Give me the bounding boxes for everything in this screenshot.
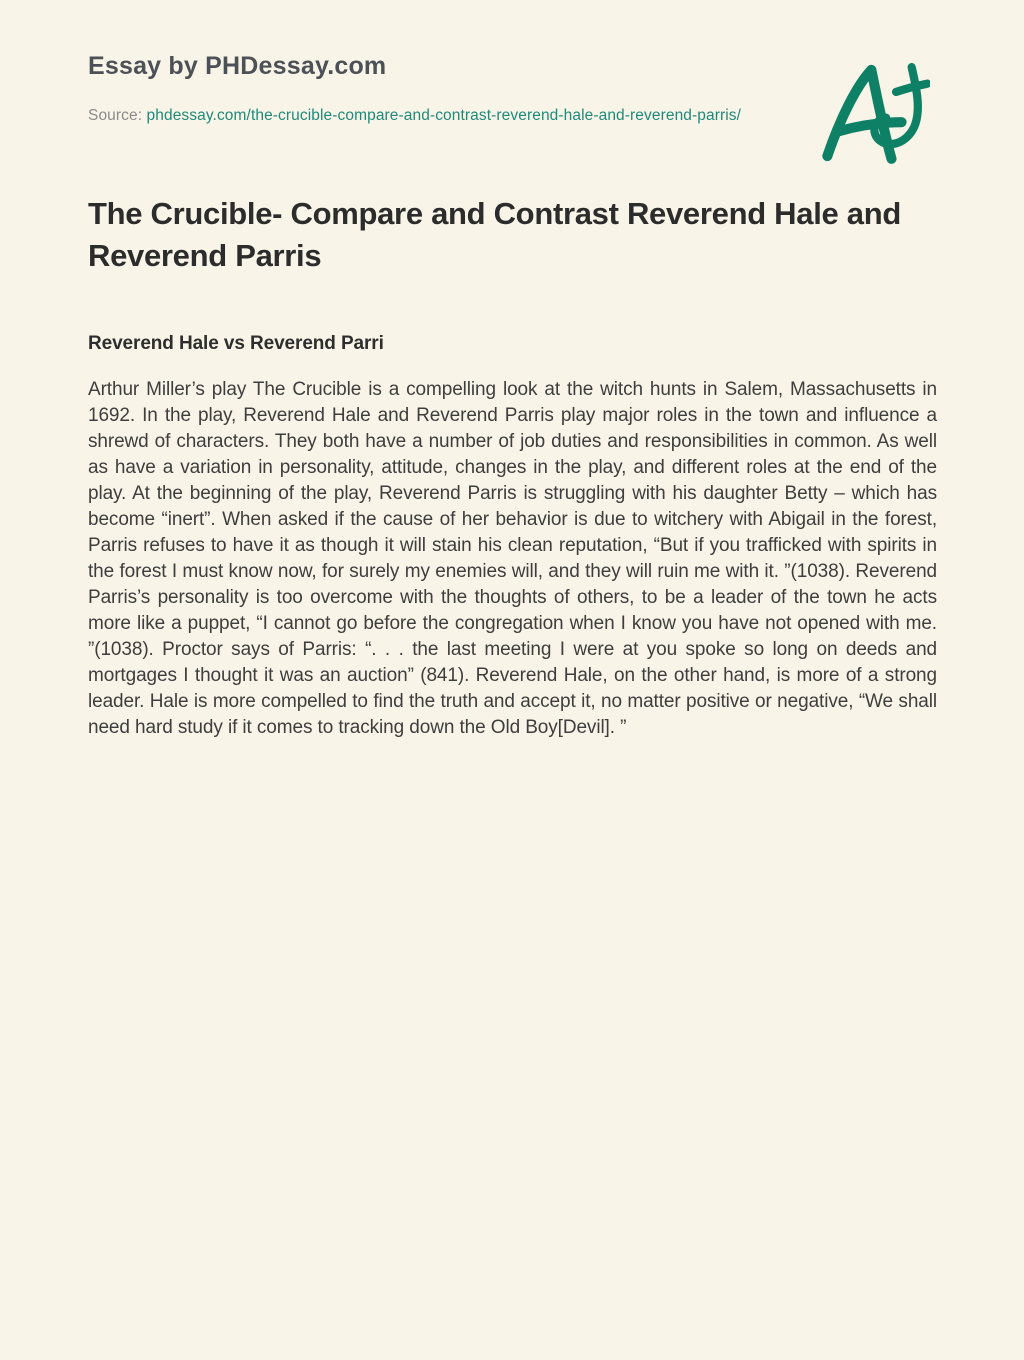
article-title: The Crucible- Compare and Contrast Reverend Hale and Reverend Parris [88,196,901,273]
site-header-title: Essay by PHDessay.com [88,52,387,80]
a-plus-logo-icon [820,58,930,168]
section-heading: Reverend Hale vs Reverend Parri [88,333,384,354]
source-line [88,104,753,127]
essay-body-paragraph: Arthur Miller’s play The Crucible is a compelling look at the witch hunts in Salem, Massachusetts in 1692. In the play, Reverend Hale and Reverend Parris play major roles in the town and influence a shrewd of characters. They both have a number of job duties and responsibilities in common. As well as have a variation in personality, attitude, changes in the play, and different roles at the end of the play. At the beginning of the play, Reverend Parris is struggling with his daughter Betty – which has become “inert”. When asked if the cause of her behavior is due to witchery with Abigail in the forest, Parris refuses to have it as though it will stain his clean reputation, “But if you trafficked with spirits in the forest I must know now, for surely my enemies will, and they will ruin me with it. ”(1038). Reverend Parris’s personality is too overcome with the thoughts of others, to be a leader of the town he acts more like a puppet, “I cannot go before the congregation when I know you have not opened with me. ”(1038). Proctor says of Parris: “. . . the last meeting I were at you spoke so long on deeds and mortgages I thought it was an auction” (841). Reverend Hale, on the other hand, is more of a strong leader. Hale is more compelled to find the truth and accept it, no matter positive or negative, “We shall need hard study if it comes to tracking down the Old Boy[Devil]. ” [88,379,937,738]
source-label: Source: [88,107,143,124]
source-url-link[interactable]: phdessay.com/the-crucible-compare-and-contrast-reverend-hale-and-reverend-parris/ [146,107,742,124]
phdessay-logo [820,58,930,168]
